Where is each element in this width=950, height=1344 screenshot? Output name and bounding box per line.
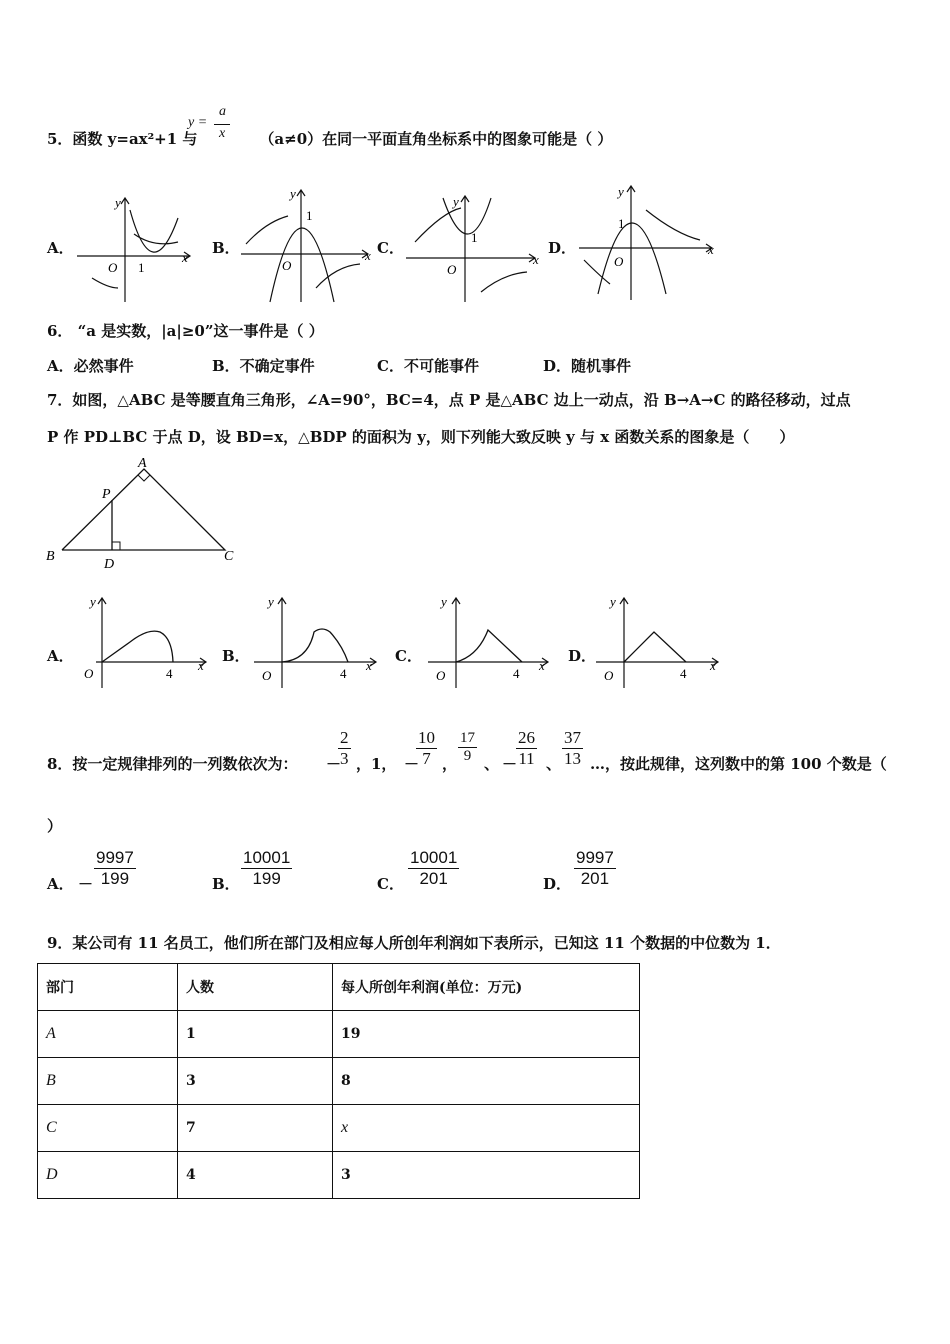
svg-text:y: y: [453, 194, 459, 209]
q8-comma: ，: [442, 755, 458, 773]
svg-text:x: x: [539, 658, 545, 673]
q8-suffix: …，按此规律，这列数中的第 100 个数是（: [590, 755, 887, 773]
table-header-cell: 部门: [38, 964, 178, 1011]
svg-text:x: x: [710, 658, 716, 673]
q5-option-b-label[interactable]: B．: [212, 239, 240, 257]
one-label: 1: [138, 260, 145, 275]
q8-option-a-sign: －: [78, 875, 94, 893]
svg-text:O: O: [84, 666, 94, 681]
table-cell: 7: [178, 1105, 333, 1152]
q8-dunhao-1: 、: [484, 755, 500, 773]
vertex-b-label: B: [46, 549, 55, 564]
q8-term3-fraction: $\frac{10}{7}$: [418, 728, 435, 768]
svg-text:4: 4: [166, 666, 173, 681]
q8-term4-fraction: $\frac{17}{9}$: [460, 730, 475, 764]
q8-prefix: 8．按一定规律排列的一列数依次为：: [47, 755, 298, 773]
q7-graph-a: [78, 590, 208, 690]
svg-text:x: x: [366, 658, 372, 673]
q8-option-a-fraction[interactable]: 9997 199: [96, 848, 134, 888]
svg-text:x: x: [198, 658, 204, 673]
q5-option-a-label[interactable]: A．: [47, 239, 74, 257]
svg-text:x: x: [365, 248, 371, 263]
q5-graph-c: [403, 190, 548, 305]
q7-option-d-label[interactable]: D．: [568, 647, 597, 665]
q8-term6-fraction: $\frac{37}{13}$: [564, 728, 581, 768]
svg-text:4: 4: [680, 666, 687, 681]
svg-text:x: x: [708, 242, 714, 257]
table-cell: 4: [178, 1152, 333, 1199]
q8-term5-sign: －: [502, 755, 518, 773]
q8-dunhao-2: 、: [546, 755, 562, 773]
q8-term1-fraction: $\frac{2}{3}$: [340, 728, 349, 768]
q6-option-a[interactable]: A．必然事件: [47, 357, 134, 375]
q8-term5-fraction: $\frac{26}{11}$: [518, 728, 535, 768]
q5-formula: y = a x: [186, 104, 234, 146]
table-header-cell: 每人所创年利润(单位：万元): [333, 964, 640, 1011]
table-cell: A: [38, 1011, 178, 1058]
table-cell: 1: [178, 1011, 333, 1058]
q7-text-line2: P 作 PD⊥BC 于点 D，设 BD=x，△BDP 的面积为 y，则下列能大致反映 y 与 x 函数关系的图象是（ ）: [47, 428, 795, 446]
q8-option-b-fraction[interactable]: 10001 199: [243, 848, 291, 888]
q5-text: 5．函数 y=ax²+1 与 （a≠0）在同一平面直角坐标系中的图象可能是（ ）: [47, 130, 613, 148]
vertex-a-label: A: [138, 456, 147, 471]
svg-text:1: 1: [618, 216, 625, 231]
table-cell: 19: [333, 1011, 640, 1058]
svg-text:4: 4: [513, 666, 520, 681]
table-cell: B: [38, 1058, 178, 1105]
q7-graph-c: [426, 590, 556, 690]
q7-triangle-figure: [40, 452, 250, 577]
origin-label: O: [108, 260, 118, 275]
table-header-cell: 人数: [178, 964, 333, 1011]
table-row: [38, 1058, 640, 1105]
table-header-row: [38, 964, 640, 1011]
axis-x-label: x: [182, 250, 188, 265]
svg-text:y: y: [290, 186, 296, 201]
table-cell: 8: [333, 1058, 640, 1105]
table-cell: x: [333, 1105, 640, 1152]
q7-option-c-label[interactable]: C．: [395, 647, 422, 665]
table-row: [38, 1011, 640, 1058]
q8-close-paren: ）: [47, 817, 63, 835]
svg-text:O: O: [282, 258, 292, 273]
q7-graph-d: [594, 590, 724, 690]
q5-option-d-label[interactable]: D．: [548, 239, 577, 257]
svg-text:1: 1: [306, 208, 313, 223]
table-cell: 3: [333, 1152, 640, 1199]
svg-text:O: O: [262, 668, 272, 683]
svg-text:O: O: [614, 254, 624, 269]
q8-option-d-fraction[interactable]: 9997 201: [576, 848, 614, 888]
q8-sep-1: ，1，: [356, 755, 397, 773]
svg-text:O: O: [604, 668, 614, 683]
q8-option-a-label[interactable]: A．: [47, 875, 74, 893]
q5-graph-b: [238, 184, 378, 306]
svg-text:y: y: [90, 594, 96, 609]
q5-option-c-label[interactable]: C．: [377, 239, 404, 257]
q8-term1-sign: －: [326, 755, 342, 773]
svg-text:y: y: [268, 594, 274, 609]
q6-option-b[interactable]: B．不确定事件: [212, 357, 315, 375]
q6-option-d[interactable]: D．随机事件: [543, 357, 632, 375]
svg-text:1: 1: [471, 230, 478, 245]
table-cell: D: [38, 1152, 178, 1199]
q5-graph-d: [576, 182, 721, 304]
svg-text:y: y: [618, 184, 624, 199]
svg-text:4: 4: [340, 666, 347, 681]
svg-text:O: O: [436, 668, 446, 683]
table-row: [38, 1152, 640, 1199]
svg-text:y: y: [610, 594, 616, 609]
axis-y-label: y: [115, 195, 121, 210]
q8-option-b-label[interactable]: B．: [212, 875, 240, 893]
table-cell: 3: [178, 1058, 333, 1105]
q9-text: 9．某公司有 11 名员工，他们所在部门及相应每人所创年利润如下表所示，已知这 11 个数据的中位数为 1．: [47, 934, 781, 952]
point-p-label: P: [102, 487, 111, 502]
q8-option-c-label[interactable]: C．: [377, 875, 404, 893]
q7-graph-b: [252, 590, 382, 690]
q6-text: 6． “a 是实数，|a|≥0”这一事件是（ ）: [47, 322, 324, 340]
svg-text:x: x: [533, 252, 539, 267]
q7-text-line1: 7．如图，△ABC 是等腰直角三角形，∠A=90°，BC=4，点 P 是△ABC 边上一动点，沿 B→A→C 的路径移动，过点: [47, 391, 851, 409]
q8-option-c-fraction[interactable]: 10001 201: [410, 848, 458, 888]
q6-option-c[interactable]: C．不可能事件: [377, 357, 479, 375]
q8-term3-sign: －: [404, 755, 420, 773]
table-cell: C: [38, 1105, 178, 1152]
q5-graph-a: [72, 190, 197, 305]
q7-option-a-label[interactable]: A．: [47, 647, 74, 665]
vertex-c-label: C: [224, 549, 234, 564]
point-d-label: D: [104, 557, 115, 572]
table-row: [38, 1105, 640, 1152]
q8-option-d-label[interactable]: D．: [543, 875, 572, 893]
svg-text:O: O: [447, 262, 457, 277]
svg-text:y: y: [441, 594, 447, 609]
q7-option-b-label[interactable]: B．: [222, 647, 250, 665]
profit-table: [37, 963, 640, 1199]
